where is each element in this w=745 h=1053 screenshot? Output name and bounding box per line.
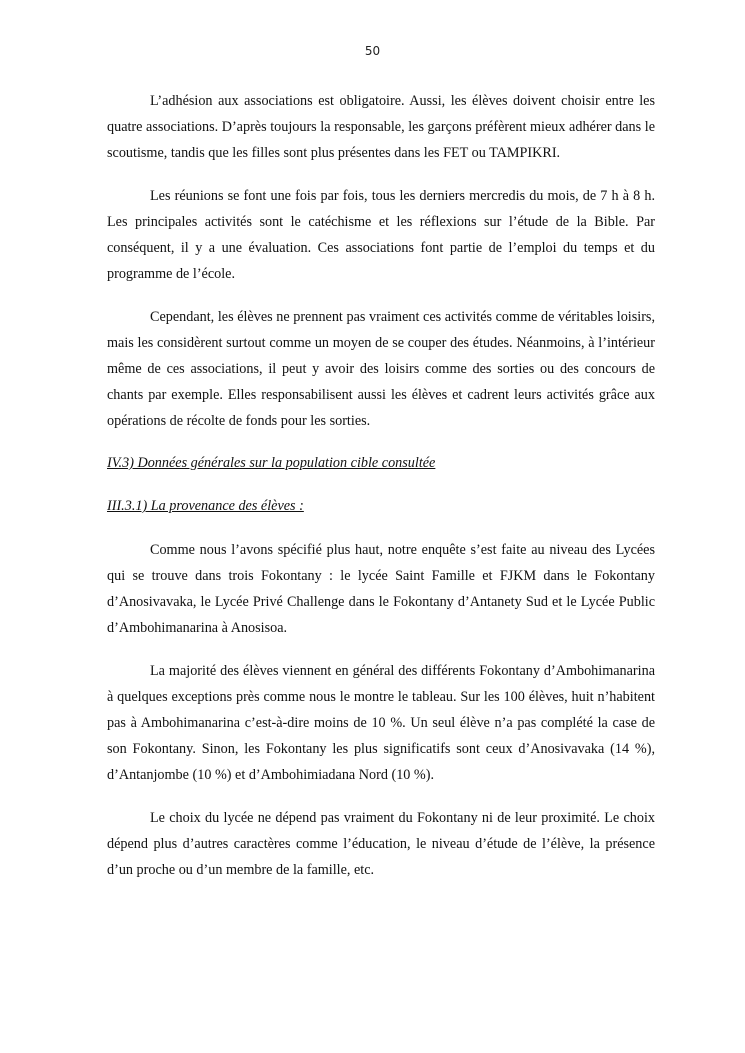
section-heading-general-data: IV.3) Données générales sur la population cible consultée <box>107 455 436 471</box>
page-body <box>107 88 655 900</box>
paragraph-meetings: Les réunions se font une fois par fois, tous les derniers mercredis du mois, de 7 h à 8 h. Les principales activités sont le catéchisme et les réflexions sur l’étude de la Bible. Par conséquent, il y a une évaluation. Ces associations font partie de l’emploi du temps et du programme de l’école. <box>107 188 655 282</box>
paragraph-survey-lycees: Comme nous l’avons spécifié plus haut, notre enquête s’est faite au niveau des Lycées qui se trouve dans trois Fokontany : le lycée Saint Famille et FJKM dans le Fokontany d’Anosivavaka, le Lycée Privé Challenge dans le Fokontany d’Antanety Sud et le Lycée Public d’Ambohimanarina à Anosisoa. <box>107 542 655 636</box>
paragraph-student-majority: La majorité des élèves viennent en général des différents Fokontany d’Ambohimanarina à quelques exceptions près comme nous le montre le tableau. Sur les 100 élèves, huit n’habitent pas à Ambohimanarina c’est-à-dire moins de 10 %. Un seul élève n’a pas complété la case de son Fokontany. Sinon, les Fokontany les plus significatifs sont ceux d’Anosivavaka (14 %), d’Antanjombe (10 %) et d’Ambohimiadana Nord (10 %). <box>107 663 655 783</box>
paragraph-lycee-choice: Le choix du lycée ne dépend pas vraiment du Fokontany ni de leur proximité. Le choix dépend plus d’autres caractères comme l’éducation, le niveau d’étude de l’élève, la présence d’un proche ou d’un membre de la famille, etc. <box>107 810 655 878</box>
subsection-heading-student-origin: III.3.1) La provenance des élèves : <box>107 498 304 514</box>
paragraph-leisure-activities: Cependant, les élèves ne prennent pas vraiment ces activités comme de véritables loisirs, mais les considèrent surtout comme un moyen de se couper des études. Néanmoins, à l’intérieur même de ces associations, il peut y avoir des loisirs comme des sorties ou des concours de chants par exemple. Elles responsabilisent aussi les élèves et cadrent leurs activités grâce aux opérations de récolte de fonds pour les sorties. <box>107 309 655 429</box>
page-number: 50 <box>364 44 381 58</box>
paragraph-associations-membership: L’adhésion aux associations est obligatoire. Aussi, les élèves doivent choisir entre les quatre associations. D’après toujours la responsable, les garçons préfèrent mieux adhérer dans le scoutisme, tandis que les filles sont plus présentes dans les FET ou TAMPIKRI. <box>107 93 655 161</box>
